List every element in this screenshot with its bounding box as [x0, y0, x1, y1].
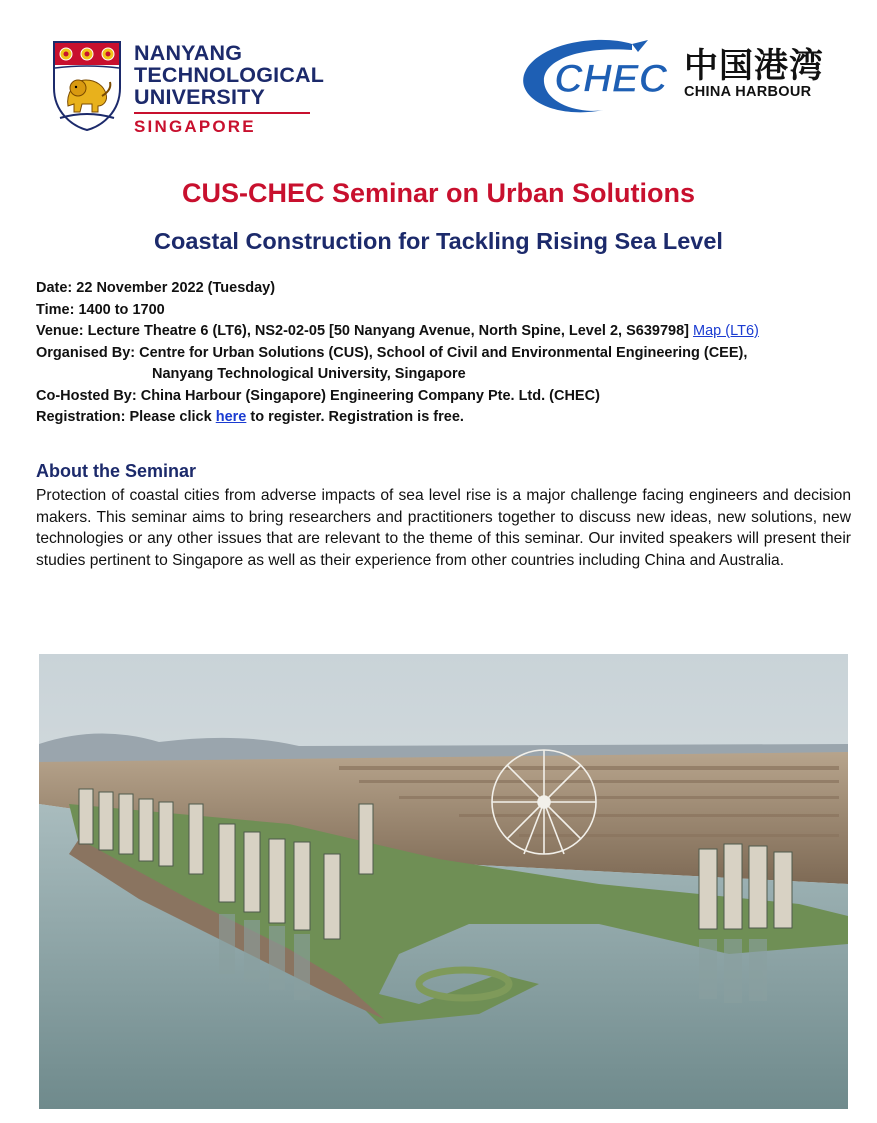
chec-swoosh-icon: [520, 36, 690, 116]
ntu-name-line-3: UNIVERSITY: [134, 85, 266, 109]
event-venue: [36, 321, 856, 343]
ntu-name-line-1: NANYANG: [134, 41, 243, 65]
chec-chinese-name: 中国港湾: [684, 46, 824, 86]
ntu-name-line-2: TECHNOLOGICAL: [134, 63, 325, 87]
seminar-title: CUS-CHEC Seminar on Urban Solutions: [181, 178, 696, 208]
ntu-country: SINGAPORE: [134, 117, 256, 136]
about-heading: About the Seminar: [36, 461, 197, 481]
event-organiser: Organised By: Centre for Urban Solutions (CUS), School of Civil and Environmental Engineering (CEE),: [36, 344, 748, 361]
registration-prefix: Registration: Please click: [36, 409, 212, 425]
ntu-logo: [52, 38, 325, 138]
event-organiser-cont: Nanyang Technological University, Singapore: [152, 366, 466, 382]
coastal-city-image: [39, 654, 848, 1109]
venue-map-link[interactable]: Map (LT6): [693, 323, 759, 339]
coastal-city-rendering: [39, 654, 848, 1109]
registration-link[interactable]: here: [215, 409, 247, 425]
seminar-subtitle: Coastal Construction for Tackling Rising Sea Level: [154, 228, 723, 254]
event-time: Time: 1400 to 1700: [36, 301, 165, 318]
ntu-divider: [134, 112, 310, 114]
event-cohost: Co-Hosted By: China Harbour (Singapore) Engineering Company Pte. Ltd. (CHEC): [36, 387, 600, 404]
event-date: Date: 22 November 2022 (Tuesday): [36, 280, 276, 296]
chec-english-name: CHINA HARBOUR: [684, 84, 812, 100]
about-body: Protection of coastal cities from adverse impacts of sea level rise is a major challenge facing engineers and decision makers. This seminar aims to bring researchers and practitioners together to discuss new ideas, new solutions, new technologies or any other issues that are relevant to the theme of this seminar. Our invited speakers will present their studies pertinent to Singapore as well as their experience from other countries including China and Australia.: [36, 487, 851, 569]
venue-text: Venue: Lecture Theatre 6 (LT6), NS2-02-05 [50 Nanyang Avenue, North Spine, Level 2, S639798]: [36, 323, 689, 339]
chec-logo: [520, 36, 840, 116]
registration-suffix: to register. Registration is free.: [250, 409, 464, 425]
event-registration: [36, 407, 856, 429]
ntu-crest-icon: [52, 40, 122, 132]
event-details: [36, 278, 856, 429]
chec-mark: CHEC: [554, 57, 668, 101]
ntu-wordmark: [134, 42, 324, 137]
